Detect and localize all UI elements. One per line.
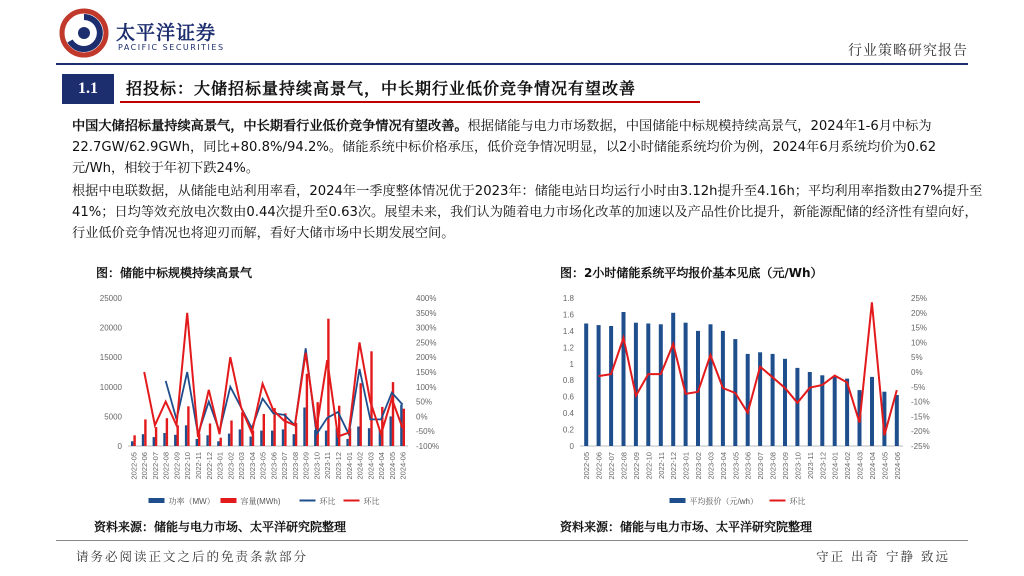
x-tick-label: 2022-10 bbox=[644, 452, 654, 480]
y-right-tick-label: 25% bbox=[911, 294, 928, 303]
y-left-tick-label: 0 bbox=[117, 442, 122, 451]
bar-a bbox=[185, 425, 187, 446]
company-motto: 守正 出奇 宁静 致远 bbox=[816, 549, 950, 564]
paragraph-2: 根据中电联数据，从储能电站利用率看，2024年一季度整体情况优于2023年：储能电站日均运行小时由3.12h提升至4.16h；平均利用率指数由27%提升至41%；日均等效充放电次数由0.44次提升至0.63次。展望未来，我们认为随着电力市场化改革的加速以及产品性价比提升，新能源配储的经济性有望向好，行业低价竞争情况也将迎刃而解，看好大储市场中长期发展空间。 bbox=[72, 184, 983, 241]
x-tick-label: 2024-04 bbox=[867, 452, 877, 480]
bar-a bbox=[260, 431, 262, 446]
x-tick-label: 2023-03 bbox=[237, 452, 247, 480]
x-tick-label: 2023-10 bbox=[793, 452, 803, 480]
bar-b bbox=[230, 421, 232, 447]
bar-a bbox=[325, 431, 327, 446]
bar-a bbox=[174, 435, 176, 446]
y-right-tick-label: 5% bbox=[911, 353, 923, 363]
x-tick-label: 2024-01 bbox=[344, 452, 354, 480]
logo-name-cn: 太平洋证券 bbox=[116, 22, 217, 44]
x-tick-label: 2023-08 bbox=[290, 452, 300, 480]
x-tick-label: 2023-11 bbox=[323, 452, 333, 479]
x-tick-label: 2022-05 bbox=[582, 452, 592, 480]
bar-a bbox=[609, 326, 613, 446]
x-tick-label: 2023-08 bbox=[768, 452, 778, 480]
x-tick-label: 2023-10 bbox=[312, 452, 322, 480]
x-tick-label: 2023-03 bbox=[706, 452, 716, 480]
y-right-tick-label: -5% bbox=[911, 382, 926, 392]
legend-label: 功率（MW） bbox=[168, 497, 215, 506]
bar-b bbox=[263, 414, 265, 446]
x-tick-label: 2024-05 bbox=[387, 452, 397, 480]
y-left-tick-label: 10000 bbox=[99, 382, 122, 392]
x-tick-label: 2023-02 bbox=[694, 452, 704, 480]
x-tick-label: 2024-02 bbox=[843, 452, 853, 480]
y-left-tick-label: 1 bbox=[569, 359, 574, 369]
legend-swatch bbox=[670, 498, 686, 503]
x-tick-label: 2023-07 bbox=[280, 452, 290, 480]
x-tick-label: 2023-12 bbox=[818, 452, 828, 480]
bar-a bbox=[709, 324, 713, 446]
bar-b bbox=[220, 438, 222, 446]
x-tick-label: 2023-09 bbox=[780, 452, 790, 480]
x-tick-label: 2022-09 bbox=[172, 452, 182, 480]
bar-a bbox=[303, 408, 305, 447]
x-tick-label: 2023-05 bbox=[731, 452, 741, 480]
bar-b bbox=[360, 383, 362, 446]
paragraph-1 bbox=[72, 116, 984, 179]
x-tick-label: 2023-04 bbox=[718, 452, 728, 480]
bar-a bbox=[163, 433, 165, 446]
x-tick-label: 2022-06 bbox=[594, 452, 604, 480]
bar-b bbox=[187, 406, 189, 446]
y-right-tick-label: 200% bbox=[416, 353, 437, 363]
bar-a bbox=[771, 354, 775, 446]
bar-a bbox=[217, 441, 219, 446]
disclaimer-note: 请务必阅读正文之后的免责条款部分 bbox=[76, 549, 309, 564]
bar-a bbox=[239, 429, 241, 446]
section-title: 招投标：大储招标量持续高景气，中长期行业低价竞争情况有望改善 bbox=[126, 79, 637, 98]
y-left-tick-label: 0.6 bbox=[562, 392, 574, 402]
y-left-tick-label: 0.8 bbox=[562, 376, 574, 386]
x-tick-label: 2024-03 bbox=[366, 452, 376, 480]
bar-a bbox=[228, 434, 230, 446]
x-tick-label: 2022-08 bbox=[161, 452, 171, 480]
legend-label: 环比 bbox=[363, 497, 380, 506]
section-underline bbox=[120, 101, 700, 103]
y-right-tick-label: 350% bbox=[416, 308, 437, 318]
x-tick-label: 2024-02 bbox=[355, 452, 365, 480]
x-tick-label: 2023-05 bbox=[258, 452, 268, 480]
x-tick-label: 2022-07 bbox=[150, 452, 160, 480]
bar-a bbox=[671, 313, 675, 446]
bar-a bbox=[597, 325, 601, 446]
x-tick-label: 2024-05 bbox=[880, 452, 890, 480]
y-left-tick-label: 0.4 bbox=[562, 409, 574, 419]
bar-a bbox=[646, 324, 650, 447]
y-left-tick-label: 1.6 bbox=[562, 310, 574, 320]
y-right-tick-label: 100% bbox=[416, 382, 437, 392]
x-tick-label: 2022-09 bbox=[631, 452, 641, 480]
bar-b bbox=[284, 413, 286, 446]
y-left-tick-label: 1.8 bbox=[562, 294, 574, 303]
y-left-tick-label: 5000 bbox=[104, 412, 122, 422]
y-right-tick-label: 50% bbox=[416, 397, 433, 407]
bar-a bbox=[808, 372, 812, 446]
bar-b bbox=[209, 424, 211, 447]
bar-a bbox=[895, 395, 899, 446]
y-right-tick-label: 250% bbox=[416, 338, 437, 348]
bar-a bbox=[634, 323, 638, 446]
legend-label: 环比 bbox=[789, 497, 806, 506]
bar-b bbox=[327, 319, 329, 446]
x-tick-label: 2022-11 bbox=[656, 452, 666, 479]
x-tick-label: 2024-06 bbox=[892, 452, 902, 480]
x-tick-label: 2023-02 bbox=[226, 452, 236, 480]
legend-label: 平均报价（元/wh） bbox=[689, 497, 758, 506]
bar-a bbox=[282, 429, 284, 446]
x-tick-label: 2024-06 bbox=[398, 452, 408, 480]
x-tick-label: 2024-03 bbox=[855, 452, 865, 480]
y-left-tick-label: 0.2 bbox=[562, 425, 574, 435]
y-right-tick-label: 300% bbox=[416, 323, 437, 333]
bar-a bbox=[783, 359, 787, 446]
x-tick-label: 2022-12 bbox=[204, 452, 214, 480]
x-tick-label: 2022-11 bbox=[194, 452, 203, 479]
company-logo bbox=[58, 8, 318, 58]
x-tick-label: 2023-01 bbox=[215, 452, 225, 480]
left-chart bbox=[90, 288, 450, 514]
bar-b bbox=[144, 419, 146, 446]
left-figure-source: 资料来源：储能与电力市场、太平洋研究院整理 bbox=[94, 520, 347, 534]
y-left-tick-label: 15000 bbox=[99, 353, 122, 363]
bar-a bbox=[622, 312, 626, 446]
bar-a bbox=[271, 431, 273, 446]
bar-b bbox=[241, 412, 243, 446]
x-tick-label: 2022-07 bbox=[607, 452, 617, 480]
legend-label: 容量(MWh) bbox=[240, 497, 281, 506]
right-figure-source: 资料来源：储能与电力市场、太平洋研究院整理 bbox=[560, 520, 813, 534]
footer-divider bbox=[56, 540, 968, 541]
bar-a bbox=[153, 437, 155, 446]
x-tick-label: 2023-07 bbox=[756, 452, 766, 480]
bar-a bbox=[870, 377, 874, 446]
y-right-tick-label: -50% bbox=[416, 427, 435, 437]
report-type-label: 行业策略研究报告 bbox=[848, 43, 968, 59]
y-left-tick-label: 25000 bbox=[99, 294, 122, 303]
x-tick-label: 2022-05 bbox=[129, 452, 139, 480]
bar-a bbox=[293, 434, 295, 446]
paragraph-1-lead: 中国大储招标量持续高景气，中长期看行业低价竞争情况有望改善。 bbox=[72, 119, 468, 134]
right-figure-title: 图：2小时储能系统平均报价基本见底（元/Wh） bbox=[560, 266, 823, 280]
y-right-tick-label: -100% bbox=[416, 442, 440, 451]
logo-mark-icon bbox=[58, 8, 110, 58]
y-right-tick-label: -10% bbox=[911, 397, 930, 407]
bar-a bbox=[795, 368, 799, 446]
x-tick-label: 2024-01 bbox=[830, 452, 840, 480]
y-right-tick-label: 10% bbox=[911, 338, 928, 348]
y-right-tick-label: 0% bbox=[911, 368, 923, 377]
y-right-tick-label: 400% bbox=[416, 294, 437, 303]
y-left-tick-label: 1.4 bbox=[562, 326, 574, 336]
x-tick-label: 2022-08 bbox=[619, 452, 629, 480]
paragraph-1-body: 根据储能与电力市场数据，中国储能中标规模持续高景气，2024年1-6月中标为22.7GW/62.9GWh，同比+80.8%/94.2%。储能系统中标价格承压，低价竞争情况明显，以2小时储能系统均价为例，2024年6月系统均价为0.62元/Wh，相较于年初下跌24%。 bbox=[72, 119, 937, 176]
y-right-tick-label: -15% bbox=[911, 412, 930, 422]
bar-a bbox=[142, 434, 144, 446]
bar-a bbox=[357, 427, 359, 447]
y-right-tick-label: -25% bbox=[911, 442, 930, 451]
header-divider bbox=[56, 63, 968, 65]
x-tick-label: 2023-06 bbox=[743, 452, 753, 480]
bar-a bbox=[746, 354, 750, 446]
legend-swatch bbox=[149, 498, 165, 503]
x-tick-label: 2022-12 bbox=[669, 452, 679, 480]
bar-b bbox=[306, 374, 308, 446]
bar-a bbox=[659, 324, 663, 446]
x-tick-label: 2023-11 bbox=[805, 452, 815, 479]
y-left-tick-label: 1.2 bbox=[562, 343, 574, 353]
legend-swatch bbox=[221, 498, 237, 503]
y-right-tick-label: -20% bbox=[911, 427, 930, 437]
bar-b bbox=[392, 382, 394, 446]
bar-a bbox=[368, 428, 370, 446]
logo-name-en: PACIFIC SECURITIES bbox=[118, 43, 225, 52]
bar-a bbox=[584, 324, 588, 447]
y-right-tick-label: 15% bbox=[911, 323, 928, 333]
x-tick-label: 2024-04 bbox=[377, 452, 387, 480]
y-left-tick-label: 0 bbox=[569, 442, 574, 451]
legend-label: 环比 bbox=[319, 497, 336, 506]
bar-b bbox=[133, 435, 135, 446]
bar-a bbox=[346, 439, 348, 446]
x-tick-label: 2023-01 bbox=[681, 452, 691, 480]
x-tick-label: 2023-04 bbox=[247, 452, 257, 480]
x-tick-label: 2023-06 bbox=[269, 452, 279, 480]
bar-a bbox=[250, 437, 252, 447]
bar-b bbox=[155, 427, 157, 446]
x-tick-label: 2023-12 bbox=[334, 452, 343, 480]
section-number: 1.1 bbox=[62, 74, 114, 104]
bar-a bbox=[196, 439, 198, 446]
bar-a bbox=[390, 416, 392, 446]
x-tick-label: 2022-10 bbox=[183, 452, 193, 480]
bar-a bbox=[131, 441, 133, 446]
bar-a bbox=[206, 435, 208, 446]
x-tick-label: 2023-09 bbox=[301, 452, 311, 480]
right-chart bbox=[548, 288, 938, 514]
y-left-tick-label: 20000 bbox=[99, 323, 122, 333]
bar-a bbox=[833, 376, 837, 446]
x-tick-label: 2022-06 bbox=[140, 452, 150, 480]
y-right-tick-label: 150% bbox=[416, 368, 437, 377]
y-right-tick-label: 20% bbox=[911, 308, 928, 318]
bar-b bbox=[166, 418, 168, 446]
y-right-tick-label: 0% bbox=[416, 412, 428, 422]
left-figure-title: 图：储能中标规模持续高景气 bbox=[96, 266, 253, 280]
